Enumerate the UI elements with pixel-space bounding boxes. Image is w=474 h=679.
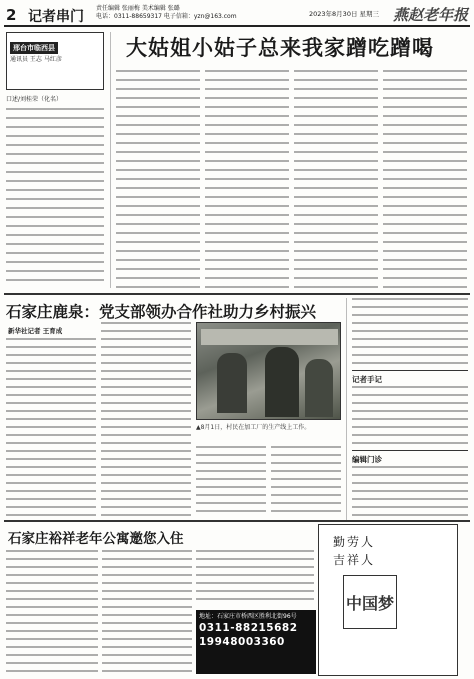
- story1-headline: 大姑姐小姑子总来我家蹭吃蹭喝: [126, 36, 434, 60]
- column-divider: [346, 298, 347, 520]
- ad-address: 地址：石家庄市桥西区胜利北街96号: [199, 613, 297, 620]
- sidebar-text-top: [352, 298, 468, 366]
- story2-text-col-1: [6, 338, 96, 516]
- ad-phone-1: 0311-88215682: [199, 622, 298, 634]
- ad-headline: 石家庄裕祥老年公寓邀您入住: [8, 531, 184, 547]
- story1-text-col-3: [205, 70, 289, 288]
- page-number: 2: [6, 6, 16, 24]
- ad-image-panel: [318, 524, 458, 676]
- sidebar-title-2: 编辑门诊: [352, 455, 382, 464]
- section-divider: [4, 293, 470, 295]
- ad-text-col-2: [102, 550, 192, 674]
- photo-caption: ▲8月1日，村民在加工厂的生产线上工作。: [196, 424, 311, 431]
- sidebar-text-middle: [352, 386, 468, 446]
- story2-text-col-2: [101, 322, 191, 516]
- story1-box-title: 邢台市临西县: [10, 42, 58, 54]
- story1-info-box: [6, 32, 104, 90]
- editor-line-2: 电话：0311-88659317 电子信箱：yzn@163.com: [96, 13, 237, 20]
- ad-slogan: [333, 533, 375, 569]
- story1-text-col-5: [383, 70, 467, 288]
- story1-box-text: 通讯员 王志 马红彦: [10, 56, 62, 63]
- ad-logo: 中国梦: [343, 575, 397, 629]
- sidebar-divider-2: [352, 450, 468, 451]
- sidebar-divider-1: [352, 370, 468, 371]
- story2-text-col-3: [196, 446, 266, 516]
- ad-slogan-line-2: 吉祥人: [333, 553, 376, 567]
- story1-text-col-2: [116, 70, 200, 288]
- section-divider: [4, 520, 470, 522]
- story1-text-col-4: [294, 70, 378, 288]
- ad-phone-2: 19948003360: [199, 636, 285, 648]
- column-divider: [110, 32, 111, 288]
- editor-line-1: 责任编辑 张丽梅 美术编辑 张璐: [96, 5, 180, 12]
- editor-info: [96, 5, 306, 21]
- story1-byline: 口述/刘桂荣（化名）: [6, 96, 63, 103]
- ad-contact-box: [196, 610, 316, 674]
- newspaper-brand: 燕赵老年报: [392, 6, 468, 24]
- masthead: [4, 3, 470, 27]
- sidebar-title-1: 记者手记: [352, 375, 382, 384]
- sidebar-text-bottom: [352, 466, 468, 516]
- story1-text-col-1: [6, 108, 104, 288]
- story2-headline: 石家庄鹿泉：党支部领办合作社助力乡村振兴: [6, 303, 317, 321]
- story2-text-col-4: [271, 446, 341, 516]
- ad-text-col-1: [6, 550, 98, 674]
- issue-date: 2023年8月30日 星期三: [309, 10, 380, 18]
- story2-kicker: 新华社记者 王育成: [8, 327, 63, 335]
- ad-slogan-line-1: 勤劳人: [333, 535, 376, 549]
- ad-text-col-3: [196, 550, 314, 606]
- section-title: 记者串门: [28, 9, 84, 25]
- news-photo: [196, 322, 341, 420]
